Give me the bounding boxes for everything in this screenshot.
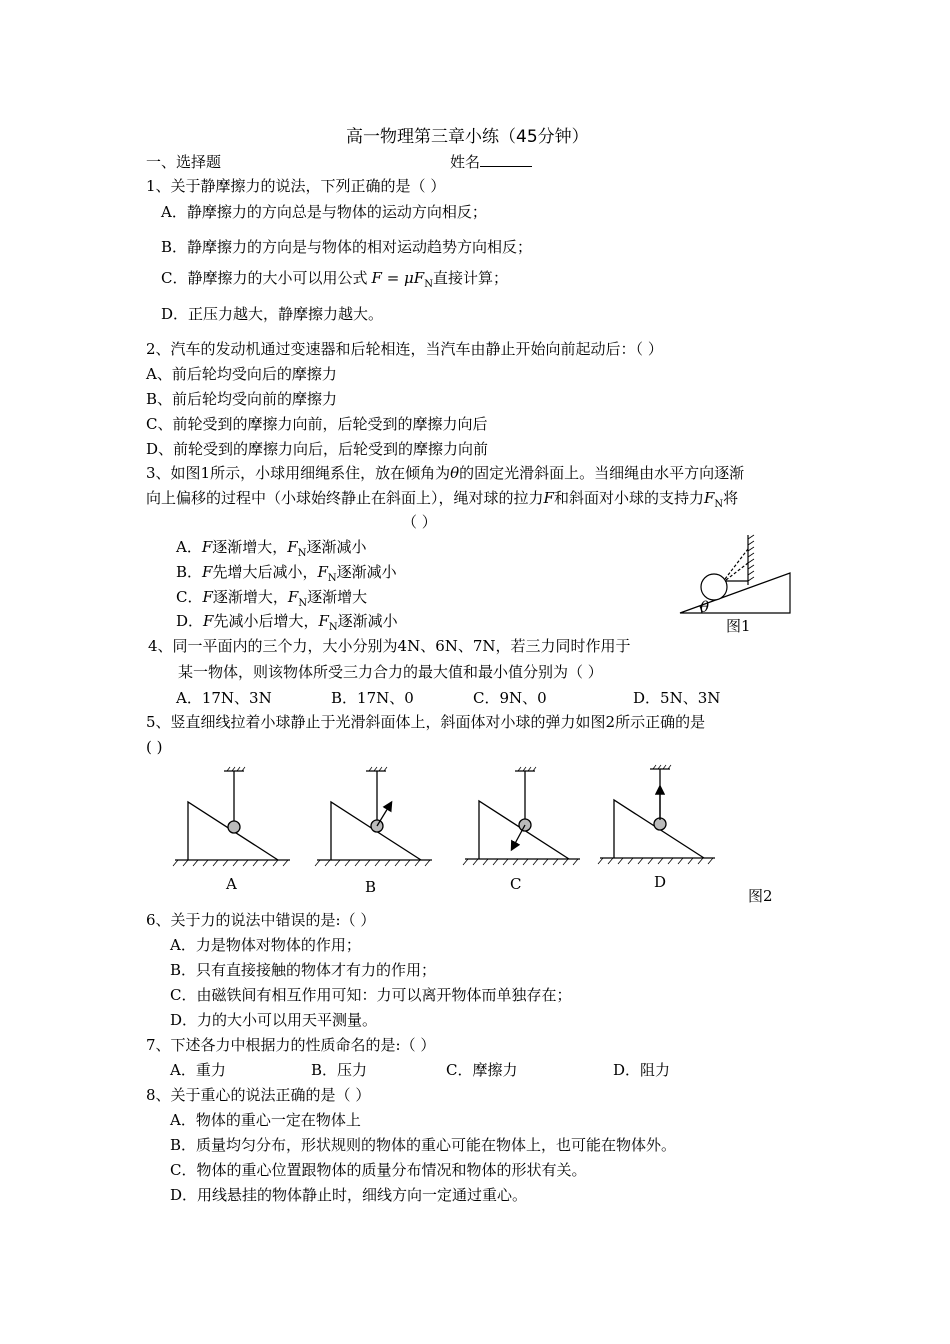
name-field[interactable] xyxy=(450,152,532,172)
opt-label: D． xyxy=(176,612,204,630)
opt-post: 逐渐减小 xyxy=(337,612,398,630)
q4-option-c: C．9N、0 xyxy=(473,689,547,707)
diagram-c-label: C xyxy=(510,875,522,893)
q1-stem: 1、关于静摩擦力的说法，下列正确的是（ ） xyxy=(146,177,446,195)
q4-option-a: A．17N、3N xyxy=(176,689,272,707)
f-symbol: F xyxy=(201,538,213,556)
q1-formula-f: F xyxy=(371,269,382,287)
force-f-symbol: F xyxy=(543,489,554,507)
q1-option-c xyxy=(161,268,508,295)
q7-option-c: C．摩擦力 xyxy=(446,1061,518,1079)
q7-stem: 7、下述各力中根据力的性质命名的是:（ ） xyxy=(146,1036,436,1054)
q3-line2-mid: 和斜面对小球的支持力 xyxy=(553,489,704,507)
q2-option-a: A、前后轮均受向后的摩擦力 xyxy=(146,365,337,383)
q5-line1: 5、竖直细线拉着小球静止于光滑斜面体上，斜面体对小球的弹力如图2所示正确的是 xyxy=(146,713,706,731)
fn-symbol: F xyxy=(287,588,299,606)
opt-label: A． xyxy=(176,538,202,556)
q7-option-a: A．重力 xyxy=(170,1061,226,1079)
q6-option-c: C．由磁铁间有相互作用可知：力可以离开物体而单独存在； xyxy=(170,986,572,1004)
rope-dashed-2 xyxy=(726,563,748,580)
opt-label: C． xyxy=(176,588,203,606)
q3-option-b xyxy=(176,562,397,589)
q3-line2 xyxy=(146,488,738,515)
q1-option-a: A．静摩擦力的方向总是与物体的运动方向相反； xyxy=(161,203,487,221)
rope-dashed-1 xyxy=(725,549,748,579)
opt-mid: 逐渐增大， xyxy=(212,538,288,556)
diagram-d xyxy=(598,765,715,864)
q4-line2: 某一物体，则该物体所受三力合力的最大值和最小值分别为（ ） xyxy=(178,663,603,681)
diagram-b xyxy=(315,767,432,866)
q8-option-c: C．物体的重心位置跟物体的质量分布情况和物体的形状有关。 xyxy=(170,1161,587,1179)
fn-sub: N xyxy=(328,622,338,633)
fn-symbol: F xyxy=(318,612,329,630)
name-label: 姓名 xyxy=(450,153,481,171)
opt-mid: 先减小后增大， xyxy=(213,612,319,630)
figure-2-caption: 图2 xyxy=(748,887,773,905)
page-title: 高一物理第三章小练（45分钟） xyxy=(346,127,589,147)
opt-mid: 逐渐增大， xyxy=(212,588,288,606)
q3-line2-post: 将 xyxy=(723,489,739,507)
q3-option-d xyxy=(176,611,398,638)
opt-label: B． xyxy=(176,563,203,581)
q1-option-b: B．静摩擦力的方向是与物体的相对运动趋势方向相反； xyxy=(161,238,533,256)
f-symbol: F xyxy=(203,612,214,630)
fn-sub: N xyxy=(327,573,337,584)
ball xyxy=(701,574,727,600)
q2-stem: 2、汽车的发动机通过变速器和后轮相连，当汽车由静止开始向前起动后：（ ） xyxy=(146,340,663,358)
diagram-d-label: D xyxy=(654,873,667,891)
diagram-b-label: B xyxy=(365,878,377,896)
q3-line2-pre: 向上偏移的过程中（小球始终静止在斜面上），绳对球的拉力 xyxy=(146,489,544,507)
fn-symbol: F xyxy=(317,563,328,581)
q6-option-d: D．力的大小可以用天平测量。 xyxy=(170,1011,378,1029)
q8-stem: 8、关于重心的说法正确的是（ ） xyxy=(146,1086,371,1104)
q8-option-d: D．用线悬挂的物体静止时，细线方向一定通过重心。 xyxy=(170,1186,528,1204)
q4-line1: 4、同一平面内的三个力，大小分别为4N、6N、7N，若三力同时作用于 xyxy=(148,637,631,655)
force-fn-symbol: F xyxy=(703,489,715,507)
q3-option-c xyxy=(176,587,367,614)
f-symbol: F xyxy=(202,563,213,581)
q6-stem: 6、关于力的说法中错误的是:（ ） xyxy=(146,911,376,929)
q8-option-a: A．物体的重心一定在物体上 xyxy=(170,1111,361,1129)
q2-option-d: D、前轮受到的摩擦力向后，后轮受到的摩擦力向前 xyxy=(146,440,489,458)
name-blank[interactable] xyxy=(480,152,532,167)
q3-line1 xyxy=(146,463,744,483)
fn-symbol: F xyxy=(287,538,298,556)
fn-sub: N xyxy=(298,598,308,609)
q7-option-d: D．阻力 xyxy=(613,1061,671,1079)
theta-symbol: θ xyxy=(450,464,460,482)
q1-option-c-post: 直接计算； xyxy=(432,269,508,287)
figure-1-diagram xyxy=(670,535,800,640)
q6-option-b: B．只有直接接触的物体才有力的作用； xyxy=(170,961,437,979)
opt-mid: 先增大后减小， xyxy=(212,563,318,581)
figure-1-caption: 图1 xyxy=(726,617,751,635)
opt-post: 逐渐减小 xyxy=(306,538,367,556)
figure-1-theta: θ xyxy=(700,598,710,616)
fn-sub: N xyxy=(297,548,307,559)
q1-option-c-text: C．静摩擦力的大小可以用公式 xyxy=(161,269,368,287)
q1-formula-sub: N xyxy=(424,279,433,290)
q1-option-d: D．正压力越大，静摩擦力越大。 xyxy=(161,305,384,323)
q1-formula-eq: = μF xyxy=(386,269,425,287)
section-heading: 一、选择题 xyxy=(146,153,222,171)
q2-option-c: C、前轮受到的摩擦力向前，后轮受到的摩擦力向后 xyxy=(146,415,488,433)
q3-option-a xyxy=(176,537,366,564)
opt-post: 逐渐减小 xyxy=(336,563,397,581)
q8-option-b: B．质量均匀分布，形状规则的物体的重心可能在物体上，也可能在物体外。 xyxy=(170,1136,677,1154)
q4-option-d: D．5N、3N xyxy=(633,689,721,707)
figure-2-diagram xyxy=(170,765,790,910)
q3-line1-post: 的固定光滑斜面上。当细绳由水平方向逐渐 xyxy=(459,464,745,482)
wall-hatch xyxy=(748,535,754,581)
q4-option-b: B．17N、0 xyxy=(331,689,414,707)
q3-answer-paren: （ ） xyxy=(402,513,437,531)
diagram-c xyxy=(463,767,580,865)
q7-option-b: B．压力 xyxy=(311,1061,368,1079)
f-symbol: F xyxy=(202,588,213,606)
diagram-a-label: A xyxy=(226,875,237,893)
diagram-a xyxy=(173,767,290,866)
incline-triangle xyxy=(680,573,790,613)
q3-line1-pre: 3、如图1所示，小球用细绳系住，放在倾角为 xyxy=(146,464,451,482)
force-fn-sub: N xyxy=(714,499,724,510)
q5-line2: ( ) xyxy=(146,738,163,756)
q6-option-a: A．力是物体对物体的作用； xyxy=(170,936,361,954)
q2-option-b: B、前后轮均受向前的摩擦力 xyxy=(146,390,338,408)
opt-post: 逐渐增大 xyxy=(307,588,368,606)
